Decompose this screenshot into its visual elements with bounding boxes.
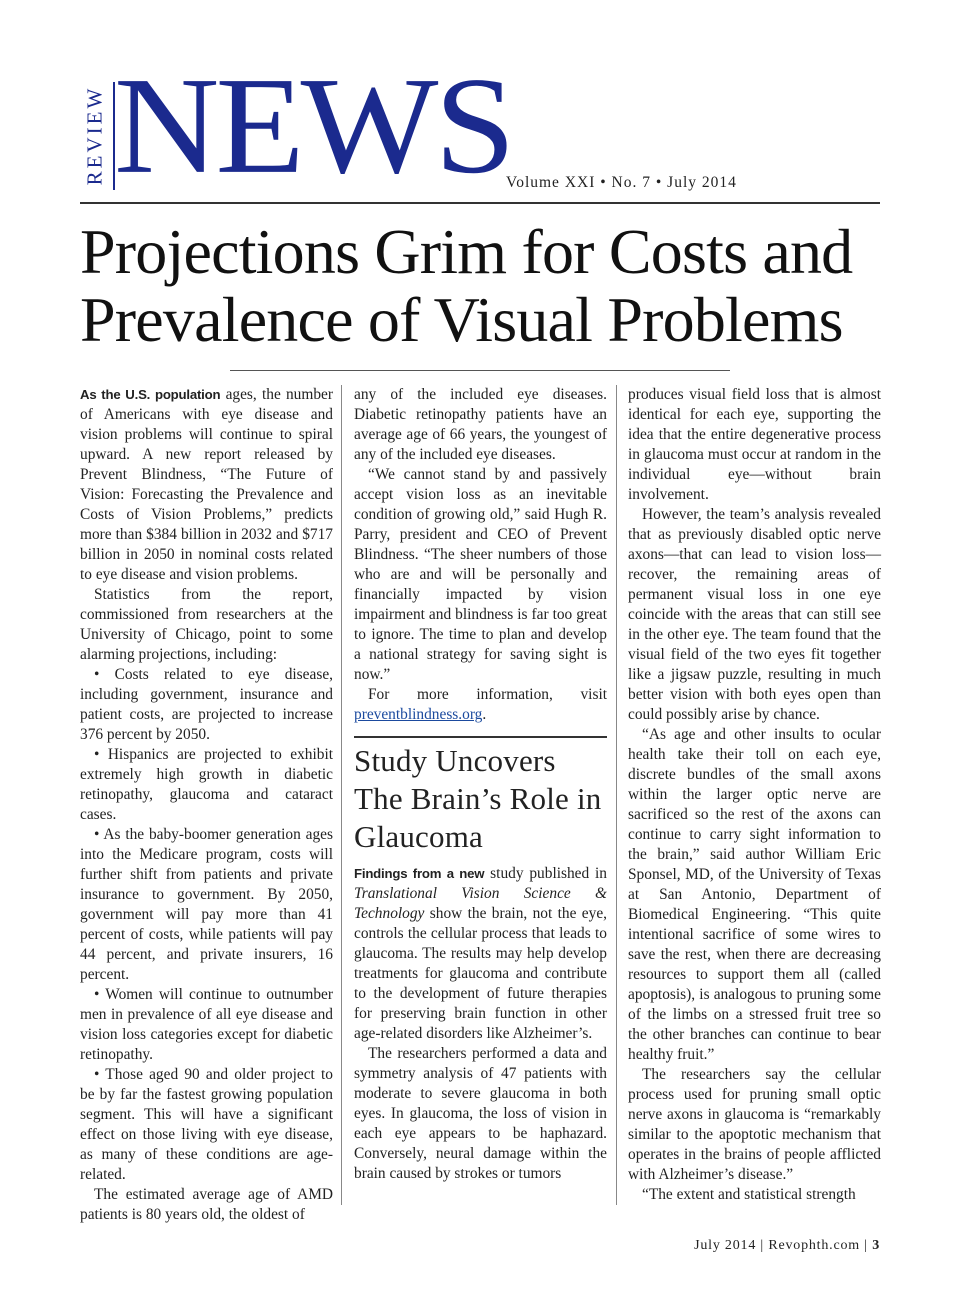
bullet-item: • Those aged 90 and older project to be by far the fastest growing population segment. This will have a significant effect on those living with eye disease, as many of these conditions are age-related. (80, 1066, 333, 1183)
headline-rule (230, 370, 730, 371)
article1-paragraph (80, 385, 333, 585)
article2-quote: “As age and other insults to ocular health take their toll on each eye, discrete bundles of the small axons within the larger optic nerve are sacrificed so the rest of the axons can continue to carry sight information to the brain,” said author William Eric Sponsel, MD, of the University of Texas at San Antonio, Department of Biomedical Engineering. “This quite intentional sacrifice of some wires to save the rest, when there are decreasing resources to support them all (called apoptosis), is analogous to pruning some of the limbs on a stressed fruit tree so the other branches can continue to bear healthy fruit.” (628, 726, 881, 1063)
page-headline: Projections Grim for Costs and Prevalence of Visual Problems (80, 216, 853, 355)
article2-text: study published in (484, 865, 608, 882)
bullet-item: • Hispanics are projected to exhibit extremely high growth in diabetic retinopathy, glaucoma and cataract cases. (80, 746, 333, 823)
article2-paragraph: “The extent and statistical strength (642, 1186, 856, 1203)
column-divider (341, 385, 342, 1205)
article1-paragraph: Statistics from the report, commissioned from researchers at the University of Chicago, point to some alarming projections, including: (80, 586, 333, 663)
masthead-news: NEWS (114, 48, 512, 203)
journal-name: Translational Vision Science & Technology (354, 885, 607, 922)
article2-paragraph (354, 864, 607, 1044)
article2-paragraph: produces visual field loss that is almost identical for each eye, supporting the idea that the entire degenerative process in glaucoma must occur at random in the individual eye—without brain involvement. (628, 386, 881, 503)
more-info-period: . (482, 706, 487, 723)
bullet-item: • Costs related to eye disease, including government, insurance and patient costs, are projected to increase 376 percent by 2050. (80, 666, 333, 743)
article2-paragraph: However, the team’s analysis revealed that as previously disabled optic nerve axons—that can lead to vision loss—recover, the remaining areas of permanent visual loss in one eye coincide with the areas that can still see in the other eye. The team found that the visual field of the two eyes fit together like a jigsaw puzzle, resulting in much better vision with both eyes open than could possibly arise by chance. (628, 506, 881, 723)
article1-paragraph: The estimated average age of AMD patients is 80 years old, the oldest of (80, 1186, 333, 1223)
article2-subhead: Study Uncovers The Brain’s Role in Glaucoma (354, 743, 602, 854)
page-number: 3 (872, 1238, 880, 1253)
more-info-text: For more information, visit (368, 686, 607, 703)
article1-quote: “We cannot stand by and passively accept vision loss as an inevitable condition of growing old,” said Hugh R. Parry, president and CEO of Prevent Blindness. “The sheer numbers of those who are and will be personally and financially impacted by vision impairment and blindness is far too great to ignore. The time to plan and develop a national strategy for saving sight is now.” (354, 466, 607, 683)
masthead-review-text: REVIEW (82, 85, 107, 185)
footer-text: July 2014 | Revophth.com | (694, 1238, 873, 1253)
article1-p1: ages, the number of Americans with eye disease and vision problems will continue to spiral upward. A new report released by Prevent Blindness, “The Future of Vision: Forecasting the Prevalence and Costs of Vision Problems,” predicts more than $384 billion in 2032 and $717 billion in 2050 in nominal costs related to eye disease and vision problems. (80, 386, 333, 583)
column-3 (628, 385, 881, 1205)
bullet-item: • Women will continue to outnumber men in prevalence of all eye disease and vision loss categories except for diabetic retinopathy. (80, 986, 333, 1063)
preventblindness-link[interactable]: preventblindness.org (354, 706, 483, 723)
article2-lead: Findings from a new (354, 866, 485, 881)
masthead (80, 48, 880, 203)
masthead-review (80, 80, 110, 190)
article2-text: show the brain, not the eye, controls the cellular process that leads to glaucoma. The results may help develop treatments for glaucoma and contribute to the development of future therapies for preserving brain function in other age-related disorders like Alzheimer’s. (354, 905, 607, 1042)
bullet-item: • As the baby-boomer generation ages into the Medicare program, costs will further shift from patients and private insurance to government. By 2050, government will pay more than 41 percent of costs, while patients will pay 44 percent, and private insurers, 16 percent. (80, 826, 333, 983)
issue-info: Volume XXI • No. 7 • July 2014 (506, 174, 737, 191)
subhead-rule (354, 736, 607, 738)
article2-paragraph: The researchers say the cellular process used for pruning small optic nerve axons in glaucoma is “remarkably similar to the apoptotic mechanism that operates in the brains of people afflicted with Alzheimer’s disease.” (628, 1066, 881, 1183)
article2-paragraph: The researchers performed a data and symmetry analysis of 47 patients with moderate to severe glaucoma in both eyes. In glaucoma, the loss of vision in each eye appears to be haphazard. Conversely, neural damage within the brain caused by strokes or tumors (354, 1045, 607, 1182)
masthead-rule (80, 202, 880, 204)
page-footer (694, 1238, 880, 1254)
article1-more-info (354, 685, 607, 725)
column-1 (80, 385, 333, 1225)
article1-paragraph: any of the included eye diseases. Diabetic retinopathy patients have an average age of 66 years, the youngest of any of the included eye diseases. (354, 386, 607, 463)
article1-lead: As the U.S. population (80, 387, 221, 402)
column-2 (354, 385, 607, 1184)
column-divider (616, 385, 617, 1205)
